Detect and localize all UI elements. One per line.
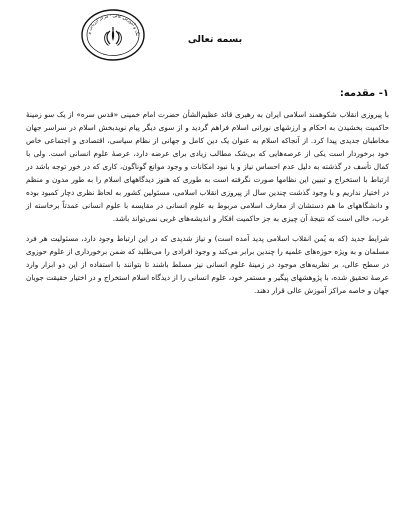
ministry-seal-graphic — [80, 8, 146, 62]
paragraph-2: شرایط جدید (که به یُمن انقلاب اسلامی پدید آمده است) و نیاز شدیدی که در این ارتباط وجود دارد، مسئولیت هر فرد مسلمان و به ویژه حوزه‌های علمیه را چندین برابر می‌کند و وجود افرادی را می‌طلبد که ضمن برخورداری از علوم حوزوی در سطح عالی، بر نظریه‌های موجود در زمینهٔ علوم انسانی نیز مسلط باشند تا بتوانند با استفاده از این دو ابزار وارد عرصهٔ تحقیق شده، با پژوهشهای پیگیر و مستمر خود، علوم انسانی را از دیدگاه اسلام استخراج و در اختیار حقیقت جویان جهان و خاصه مراکز آموزش عالی قرار دهند. — [26, 234, 389, 295]
seal-text: نگ و آموزش عالی · مرکز ارزیابی و — [87, 13, 140, 36]
document-body — [26, 108, 389, 304]
basmala-heading: بسمه تعالی — [187, 34, 243, 45]
paragraph-1: با پیروزی انقلاب شکوهمند اسلامی ایران به رهبری قائد عظیم‌الشأن حضرت امام خمینی «قدس سره» از یک سو زمینهٔ حاکمیت بخشیدن به احکام و ارزشهای نورانی اسلام فراهم گردید و از سوی دیگر پیام نویدبخش اسلام در سراسر جهان مخاطبان جدیدی پیدا کرد. از آنجاکه اسلام به عنوان یک دین کامل و جهانی از نظام سیاسی، اقتصادی و اجتماعی خاص خود برخوردار است یکی از عرصه‌هایی که بی‌شک مطالب زیادی برای عرضه دارد، عرصهٔ علوم انسانی است. ولی با کمال تأسف در گذشته به دلیل عدم احساس نیاز و یا نبود امکانات و وجود موانع گوناگون، کاری که در خور توجه باشد در ارتباط با استخراج و تبیین این نظامها صورت نگرفته است به طوری که هنوز دیدگاههای اسلام را به طور مدون و منظم در اختیار نداریم و با وجود گذشت چندین سال از پیروزی انقلاب اسلامی، مسئولین کشور به لحاظ نظری دچار کمبود بوده و دانشگاههای ما هم دستشان از معارف اسلامی مربوط به علوم انسانی در مقایسه با علوم انسانی عمدتاً برخاسته از غرب، خالی است که نتیجهٔ آن چیزی به جز حاکمیت افکار و اندیشه‌های غربی نمی‌تواند باشد. — [26, 110, 389, 223]
svg-text:وزارت فرهنگ و آموزش عالی · مرک — [80, 8, 140, 36]
iran-emblem-icon — [105, 27, 122, 46]
section-title: ۱- مقدمه: — [339, 88, 389, 99]
ministry-seal — [80, 8, 146, 62]
